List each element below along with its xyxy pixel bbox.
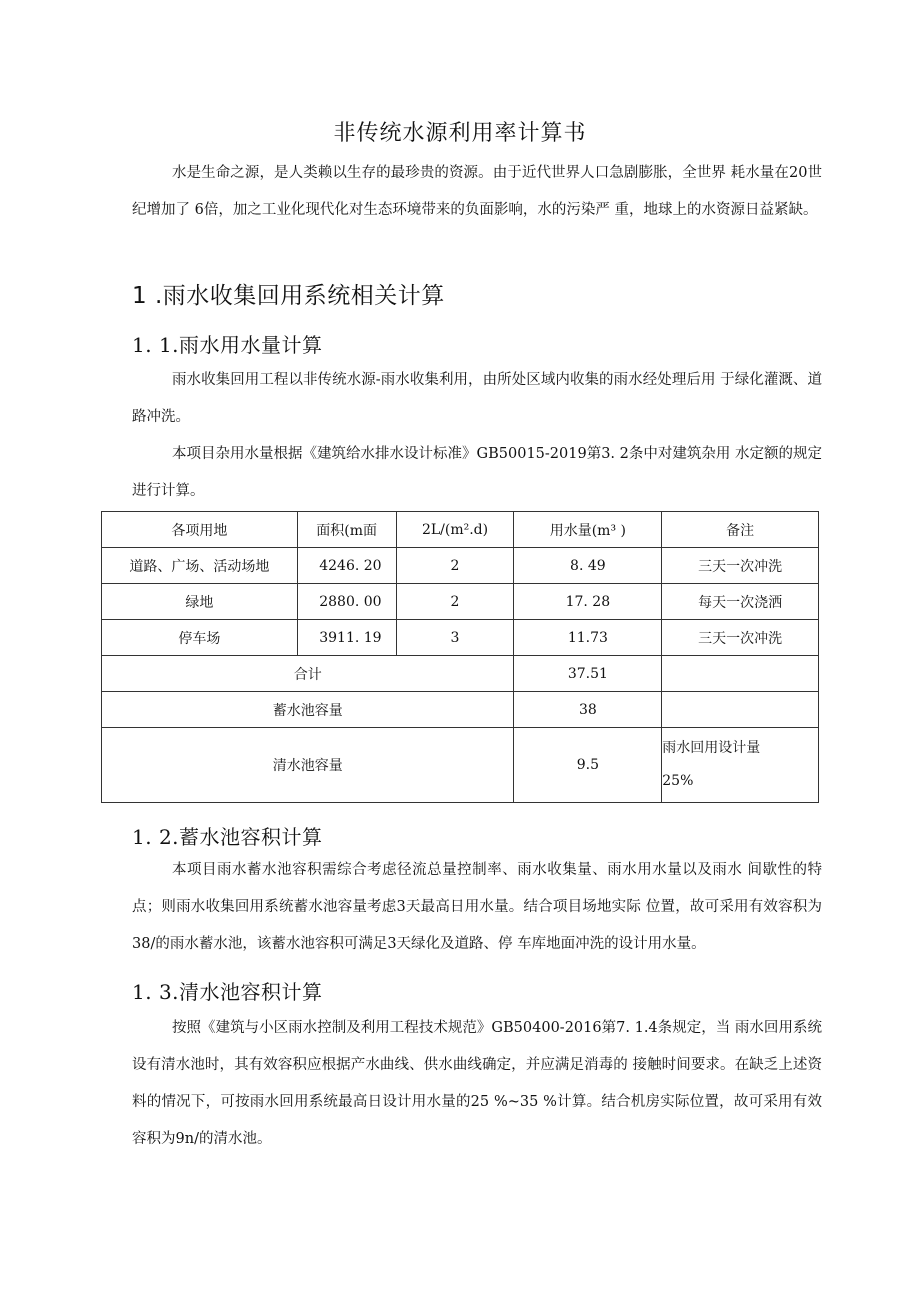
section-1-1-heading: 1. 1.雨水用水量计算 (132, 333, 323, 357)
empty-cell (662, 692, 819, 728)
table-header-cell: 2L/(m².d) (396, 512, 514, 548)
clear-note-line-1: 雨水回用设计量 (662, 740, 761, 756)
empty-cell (662, 656, 819, 692)
clear-note-line-2: 25% (662, 773, 694, 789)
section-1-1-paragraph-1: 雨水收集回用工程以非传统水源-雨水收集利用，由所处区域内收集的雨水经处理后用 于绿化灌溉、道路冲洗。 (132, 372, 822, 425)
note-value: 三天一次冲洗 (662, 620, 819, 656)
table-row (102, 620, 819, 656)
section-1-3-paragraph: 按照《建筑与小区雨水控制及利用工程技术规范》GB50400-2016第7. 1.4条规定，当 雨水回用系统设有清水池时，其有效容积应根据产水曲线、供水曲线确定，并应满足消毒的 接触时间要求。在缺乏上述资料的情况下，可按雨水回用系统最高日设计用水量的25 %~35 %计算。结合机房实际位置，故可采用有效容积为9n/的清水池。 (132, 1020, 822, 1147)
total-label: 合计 (102, 656, 514, 692)
rate-value: 2 (396, 584, 514, 620)
storage-value: 38 (514, 692, 662, 728)
table-header-cell: 各项用地 (102, 512, 298, 548)
land-use-name: 道路、广场、活动场地 (102, 548, 298, 584)
storage-label: 蓄水池容量 (102, 692, 514, 728)
table-header-cell: 备注 (662, 512, 819, 548)
table-header-cell: 用水量(m³ ) (514, 512, 662, 548)
section-1-2-paragraph: 本项目雨水蓄水池容积需综合考虑径流总量控制率、雨水收集量、雨水用水量以及雨水 间歇性的特点；则雨水收集回用系统蓄水池容量考虑3天最高日用水量。结合项目场地实际 位置，故可采用有效容积为38/的雨水蓄水池，该蓄水池容积可满足3天绿化及道路、停 车库地面冲洗的设计用水量。 (132, 862, 822, 952)
table-storage-row (102, 692, 819, 728)
rate-value: 2 (396, 548, 514, 584)
total-value: 37.51 (514, 656, 662, 692)
area-value: 3911. 19 (297, 620, 396, 656)
table-row (102, 584, 819, 620)
land-use-name: 停车场 (102, 620, 298, 656)
table-row (102, 548, 819, 584)
rate-value: 3 (396, 620, 514, 656)
section-1-heading: 1 .雨水收集回用系统相关计算 (132, 283, 445, 309)
table-header-row (102, 512, 819, 548)
area-value: 2880. 00 (297, 584, 396, 620)
section-1-2-heading: 1. 2.蓄水池容积计算 (132, 825, 323, 849)
table-clear-row (102, 728, 819, 803)
clear-label: 清水池容量 (102, 728, 514, 803)
clear-note (662, 728, 819, 803)
table-header-cell: 面积(m面 (297, 512, 396, 548)
note-value: 每天一次浇洒 (662, 584, 819, 620)
section-1-1-paragraph-2: 本项目杂用水量根据《建筑给水排水设计标准》GB50015-2019第3. 2条中对建筑杂用 水定额的规定进行计算。 (132, 446, 822, 499)
document-title: 非传统水源利用率计算书 (333, 121, 587, 146)
intro-paragraph: 水是生命之源，是人类赖以生存的最珍贵的资源。由于近代世界人口急剧膨胀，全世界 耗水量在20世纪增加了 6倍，加之工业化现代化对生态环境带来的负面影响，水的污染严 重，地球上的水资源日益紧缺。 (132, 165, 822, 218)
section-1-3-heading: 1. 3.清水池容积计算 (132, 980, 323, 1004)
land-use-name: 绿地 (102, 584, 298, 620)
note-value: 三天一次冲洗 (662, 548, 819, 584)
usage-value: 8. 49 (514, 548, 662, 584)
usage-value: 11.73 (514, 620, 662, 656)
clear-value: 9.5 (514, 728, 662, 803)
table-total-row (102, 656, 819, 692)
area-value: 4246. 20 (297, 548, 396, 584)
usage-value: 17. 28 (514, 584, 662, 620)
water-usage-table (101, 511, 819, 803)
